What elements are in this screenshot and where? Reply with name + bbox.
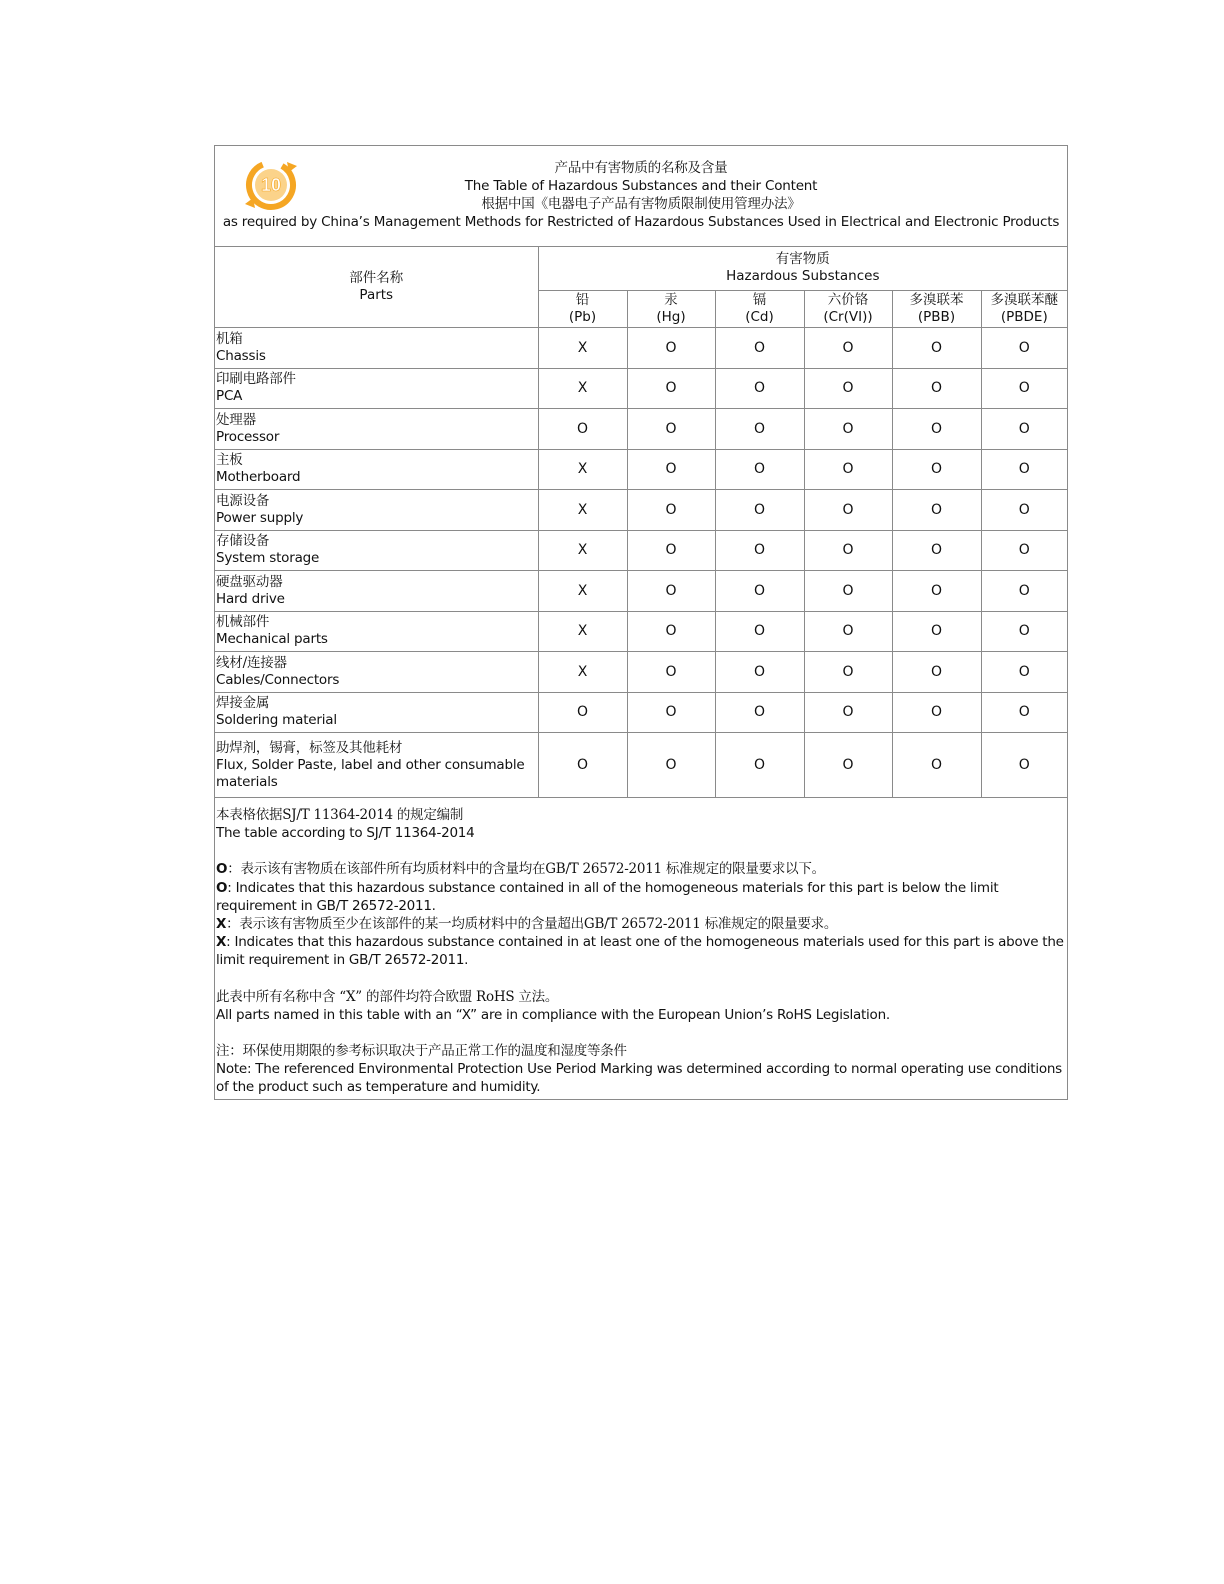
hazardous-substances-document [214, 145, 1068, 1100]
notes-section [216, 806, 1066, 1097]
substance-mark-cell: O [715, 490, 804, 531]
part-name-cell [215, 611, 538, 652]
substance-mark-cell: O [715, 733, 804, 798]
part-name-cell [215, 692, 538, 733]
substance-mark-cell: O [804, 611, 892, 652]
substance-mark-cell: O [804, 449, 892, 490]
x-definition-english: X: Indicates that this hazardous substance contained in at least one of the homogeneous materials used for this part is above the limit requirement in GB/T 26572-2011. [216, 934, 1064, 969]
substance-mark-cell: O [627, 490, 715, 531]
substance-mark-cell: O [892, 733, 981, 798]
substance-symbol: (Pb) [568, 309, 597, 325]
part-name-cell [215, 530, 538, 571]
substance-mark-cell: O [538, 409, 627, 450]
substance-mark-cell: O [981, 409, 1067, 450]
part-name-english: Hard drive [216, 590, 285, 607]
part-name-cell [215, 733, 538, 798]
substance-mark-cell: O [892, 530, 981, 571]
substance-mark-cell: O [892, 368, 981, 409]
substance-mark-cell: X [538, 490, 627, 531]
part-name-chinese: 助焊剂，锡膏，标签及其他耗材 [216, 739, 403, 756]
table-row [215, 571, 1067, 612]
substance-mark-cell: O [981, 611, 1067, 652]
substance-mark-cell: O [981, 328, 1067, 369]
part-name-chinese: 硬盘驱动器 [216, 573, 283, 590]
substance-mark-cell: O [804, 368, 892, 409]
substance-symbol: (PBDE) [1000, 309, 1048, 325]
substance-mark-cell: O [804, 571, 892, 612]
o-definition-english: O: Indicates that this hazardous substance contained in all of the homogeneous materials for this part is below the limit requirement in GB/T 26572-2011. [216, 879, 999, 914]
substance-header [804, 291, 892, 328]
regulation-english: as required by China’s Management Methods for Restricted of Hazardous Substances Used in Electrical and Electronic Products [222, 214, 1060, 230]
part-name-english: PCA [216, 388, 243, 405]
substance-mark-cell: O [627, 571, 715, 612]
substance-header [715, 291, 804, 328]
substance-mark-cell: X [538, 449, 627, 490]
substance-mark-cell: O [804, 530, 892, 571]
substance-name-chinese: 多溴联苯 [909, 292, 964, 308]
substance-mark-cell: O [892, 571, 981, 612]
use-period-note-chinese: 注：环保使用期限的参考标识取决于产品正常工作的温度和湿度等条件 [216, 1043, 627, 1060]
substance-mark-cell: O [981, 692, 1067, 733]
part-name-chinese: 主板 [216, 452, 243, 469]
part-name-chinese: 电源设备 [216, 492, 270, 509]
part-name-english: Soldering material [216, 712, 337, 729]
substance-mark-cell: O [715, 611, 804, 652]
substance-mark-cell: O [892, 611, 981, 652]
substance-mark-cell: O [892, 692, 981, 733]
part-name-chinese: 线材/连接器 [216, 654, 287, 671]
table-row [215, 409, 1067, 450]
regulation-chinese: 根据中国《电器电子产品有害物质限制使用管理办法》 [481, 196, 801, 212]
substance-mark-cell: X [538, 530, 627, 571]
table-row [215, 530, 1067, 571]
substance-mark-cell: O [627, 652, 715, 693]
substance-mark-cell: O [627, 611, 715, 652]
substance-name-chinese: 汞 [664, 292, 678, 308]
part-name-cell [215, 328, 538, 369]
part-name-cell [215, 652, 538, 693]
part-name-english: Flux, Solder Paste, label and other consumable materials [216, 756, 525, 790]
substance-mark-cell: O [627, 692, 715, 733]
substance-mark-cell: O [715, 328, 804, 369]
substance-mark-cell: O [804, 490, 892, 531]
substance-header [538, 291, 627, 328]
substance-mark-cell: O [715, 652, 804, 693]
substance-name-chinese: 六价铬 [827, 292, 869, 308]
parts-header-english: Parts [359, 286, 394, 303]
table-row [215, 733, 1067, 798]
table-row [215, 611, 1067, 652]
substance-symbol: (Cd) [745, 309, 774, 325]
part-name-english: Cables/Connectors [216, 671, 340, 688]
substance-mark-cell: X [538, 611, 627, 652]
substance-mark-cell: O [804, 692, 892, 733]
substance-mark-cell: X [538, 368, 627, 409]
part-name-cell [215, 409, 538, 450]
standard-note-chinese: 本表格依据SJ/T 11364-2014 的规定编制 [216, 807, 464, 823]
substance-mark-cell: O [715, 449, 804, 490]
part-name-chinese: 存储设备 [216, 533, 270, 550]
substance-mark-cell: O [981, 449, 1067, 490]
part-name-chinese: 机箱 [216, 330, 243, 347]
substance-symbol: (Cr(VI)) [823, 309, 873, 325]
substance-name-chinese: 铅 [575, 292, 590, 308]
substance-header [981, 291, 1067, 328]
substance-mark-cell: O [981, 733, 1067, 798]
rohs-note-english: All parts named in this table with an “X” are in compliance with the European Union’s RoHS Legislation. [216, 1006, 890, 1023]
part-name-english: Processor [216, 428, 280, 445]
substance-mark-cell: O [627, 530, 715, 571]
substance-mark-cell: O [627, 733, 715, 798]
title-chinese: 产品中有害物质的名称及含量 [554, 160, 728, 176]
substance-mark-cell: X [538, 571, 627, 612]
hazard-header-english: Hazardous Substances [726, 268, 880, 284]
rohs-note-chinese: 此表中所有名称中含 “X” 的部件均符合欧盟 RoHS 立法。 [216, 988, 559, 1005]
table-row [215, 328, 1067, 369]
substance-mark-cell: O [804, 409, 892, 450]
hazardous-substances-header [538, 246, 1067, 291]
hazard-header-chinese: 有害物质 [775, 251, 830, 267]
substance-mark-cell: O [715, 692, 804, 733]
table-row [215, 692, 1067, 733]
o-definition-chinese: O：表示该有害物质在该部件所有均质材料中的含量均在GB/T 26572-2011 标准规定的限量要求以下。 [216, 861, 825, 878]
substance-mark-cell: O [892, 652, 981, 693]
substance-mark-cell: O [715, 368, 804, 409]
substance-mark-cell: O [892, 449, 981, 490]
parts-header-chinese: 部件名称 [349, 269, 404, 286]
part-name-english: Mechanical parts [216, 631, 328, 648]
substance-mark-cell: O [804, 733, 892, 798]
substance-name-chinese: 镉 [752, 292, 767, 308]
substance-header [627, 291, 715, 328]
standard-note-english: The table according to SJ/T 11364-2014 [216, 825, 475, 842]
substance-mark-cell: O [627, 409, 715, 450]
part-name-english: Motherboard [216, 469, 301, 486]
part-name-cell [215, 571, 538, 612]
title-english: The Table of Hazardous Substances and their Content [464, 178, 818, 194]
substance-mark-cell: O [715, 571, 804, 612]
parts-column-header [215, 246, 538, 328]
substance-mark-cell: O [892, 328, 981, 369]
substance-symbol: (PBB) [917, 309, 956, 325]
substance-mark-cell: O [981, 571, 1067, 612]
substance-mark-cell: O [981, 368, 1067, 409]
substance-name-chinese: 多溴联苯醚 [990, 292, 1059, 308]
substance-mark-cell: O [892, 490, 981, 531]
substance-mark-cell: O [981, 652, 1067, 693]
substance-header [892, 291, 981, 328]
substance-mark-cell: O [627, 368, 715, 409]
x-definition-chinese: X：表示该有害物质至少在该部件的某一均质材料中的含量超出GB/T 26572-2011 标准规定的限量要求。 [216, 916, 838, 933]
part-name-chinese: 机械部件 [216, 614, 270, 631]
logo-number: 10 [260, 175, 282, 195]
substance-mark-cell: O [538, 733, 627, 798]
hazardous-substances-table [215, 246, 1067, 798]
substance-mark-cell: O [804, 652, 892, 693]
table-row [215, 449, 1067, 490]
substance-mark-cell: X [538, 652, 627, 693]
substance-mark-cell: O [892, 409, 981, 450]
part-name-chinese: 焊接金属 [216, 695, 270, 712]
substance-mark-cell: O [715, 530, 804, 571]
part-name-cell [215, 490, 538, 531]
substance-mark-cell: O [981, 530, 1067, 571]
part-name-english: System storage [216, 550, 320, 567]
substance-mark-cell: O [627, 328, 715, 369]
substance-symbol: (Hg) [656, 309, 686, 325]
table-row [215, 490, 1067, 531]
document-header [215, 146, 1067, 247]
substance-mark-cell: O [538, 692, 627, 733]
part-name-english: Chassis [216, 347, 266, 364]
substance-mark-cell: O [627, 449, 715, 490]
use-period-note-english: Note: The referenced Environmental Protection Use Period Marking was determined according to normal operating use conditions of the product such as temperature and humidity. [216, 1061, 1062, 1096]
part-name-chinese: 印刷电路部件 [216, 371, 296, 388]
substance-mark-cell: X [538, 328, 627, 369]
part-name-cell [215, 368, 538, 409]
part-name-chinese: 处理器 [216, 411, 256, 428]
substance-mark-cell: O [981, 490, 1067, 531]
substance-mark-cell: O [715, 409, 804, 450]
table-row [215, 652, 1067, 693]
part-name-cell [215, 449, 538, 490]
table-row [215, 368, 1067, 409]
substance-mark-cell: O [804, 328, 892, 369]
part-name-english: Power supply [216, 509, 304, 526]
